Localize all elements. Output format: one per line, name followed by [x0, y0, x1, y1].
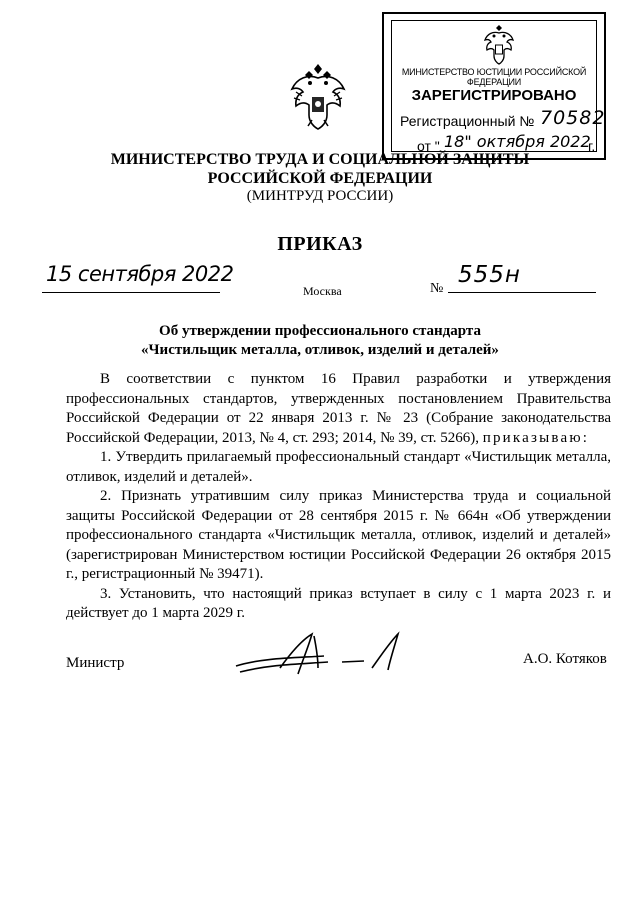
handwritten-signature-icon	[232, 628, 412, 678]
coat-of-arms-icon	[288, 62, 348, 130]
number-underline	[448, 292, 596, 293]
stamp-ministry-name: МИНИСТЕРСТВО ЮСТИЦИИ РОССИЙСКОЙ ФЕДЕРАЦИИ	[401, 67, 587, 87]
document-type-heading: ПРИКАЗ	[277, 233, 363, 255]
signer-name: А.О. Котяков	[523, 651, 607, 667]
stamp-emblem-icon	[482, 25, 516, 65]
signer-title: Министр	[66, 655, 125, 671]
order-number-sign: №	[430, 281, 444, 296]
order-number-handwritten: 555н	[458, 262, 521, 288]
stamp-date-prefix: от "	[417, 138, 440, 154]
body-paragraph-item1: 1. Утвердить прилагаемый профессиональный стандарт «Чистильщик металла, отливок, изделий и деталей».	[66, 449, 611, 485]
order-date-handwritten: 15 сентября 2022	[46, 262, 234, 286]
order-title-line2: «Чистильщик металла, отливок, изделий и деталей»	[141, 342, 499, 358]
order-body	[66, 370, 611, 624]
body-paragraph-item2: 2. Признать утратившим силу приказ Министерства труда и социальной защиты Российской Федерации от 28 сентября 2015 г. № 664н «Об утверждении профессионального стандарта «Чистильщик металла, отливок, изделий и деталей» (зарегистрирован Министерством юстиции Российской Федерации 26 октября 2015 г., регистрационный № 39471).	[66, 488, 611, 582]
order-title-line1: Об утверждении профессионального стандарта	[159, 323, 481, 339]
ministry-abbreviation: (МИНТРУД РОССИИ)	[246, 188, 394, 204]
body-paragraph-preamble	[66, 370, 611, 448]
stamp-inner-frame	[391, 20, 606, 154]
body-paragraph-item3: 3. Установить, что настоящий приказ вступает в силу с 1 марта 2023 г. и действует до 1 марта 2029 г.	[66, 585, 611, 621]
ministry-name-line2: РОССИЙСКОЙ ФЕДЕРАЦИИ	[207, 170, 433, 187]
order-city: Москва	[303, 284, 342, 298]
stamp-registered-label: ЗАРЕГИСТРИРОВАНО	[411, 87, 577, 104]
stamp-reg-label: Регистрационный №	[400, 113, 535, 129]
stamp-date-handwritten: 18" октября 2022	[444, 132, 591, 151]
stamp-date-suffix: г.	[588, 138, 596, 154]
order-directive: приказываю:	[482, 429, 590, 446]
registration-stamp	[382, 12, 606, 160]
preamble-text: В соответствии с пунктом 16 Правил разработки и утверждения профессиональных стандартов, утвержденных постановлением Правительства Российской Федерации от 22 января 2013 г. № 23 (Собрание законодательства Российской Федерации, 2013, № 4, ст. 293; 2014, № 39, ст. 5266),	[66, 371, 611, 446]
ministry-name-line1: МИНИСТЕРСТВО ТРУДА И СОЦИАЛЬНОЙ ЗАЩИТЫ	[110, 151, 530, 168]
date-underline	[42, 292, 220, 293]
stamp-reg-number: 70582	[540, 107, 606, 129]
